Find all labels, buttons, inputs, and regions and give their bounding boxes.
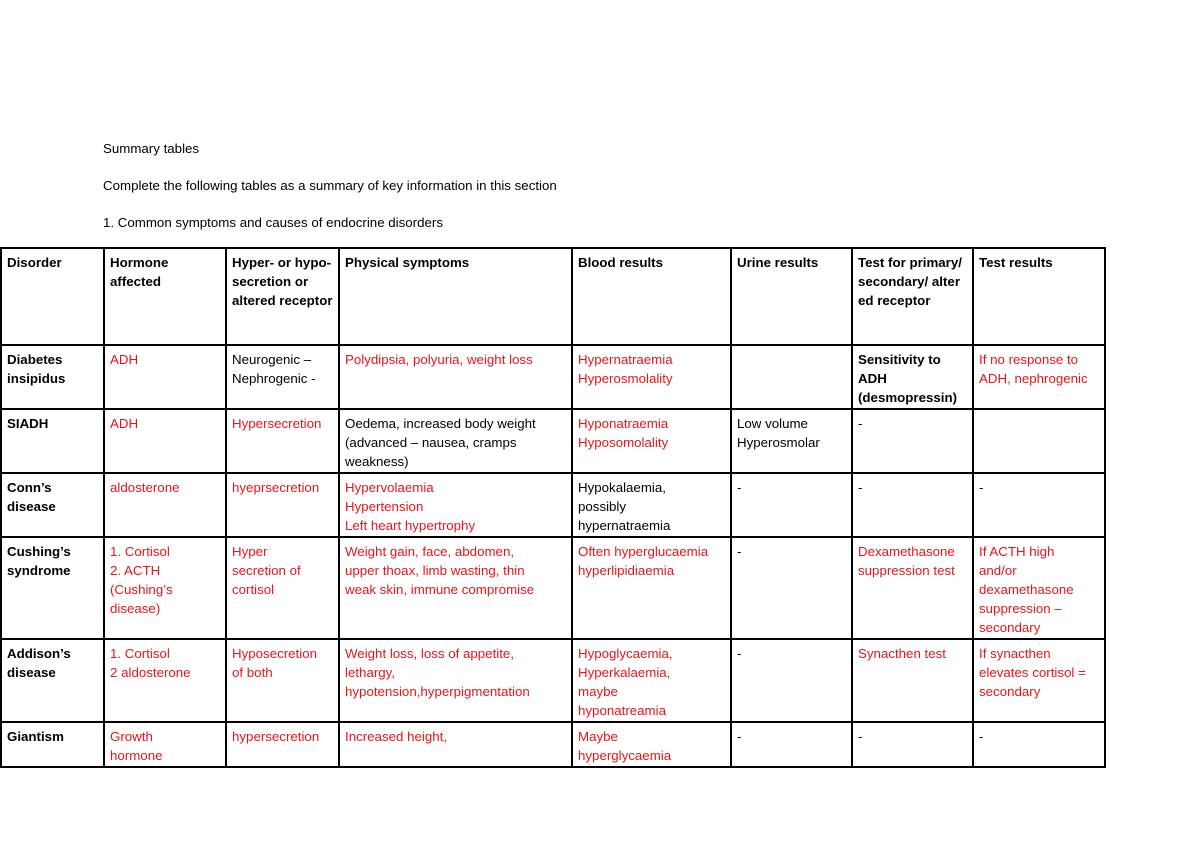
cell-symptoms — [339, 473, 572, 537]
cell-hormone — [104, 722, 226, 767]
cell-blood-line: hyponatreamia — [578, 703, 666, 718]
cell-secretion-line: hypersecretion — [232, 729, 320, 744]
cell-urine-line: - — [737, 480, 742, 495]
cell-test-line: Synacthen test — [858, 646, 946, 661]
cell-secretion-line: Neurogenic – — [232, 352, 312, 367]
cell-secretion-line: Nephrogenic - — [232, 371, 316, 386]
cell-blood-line: hyperglycaemia — [578, 748, 672, 763]
cell-test — [852, 473, 973, 537]
cell-blood-line: Hypoglycaemia, — [578, 646, 673, 661]
cell-hormone — [104, 639, 226, 722]
cell-result-line: dexamethasone — [979, 582, 1074, 597]
cell-blood-line: Hyponatraemia — [578, 416, 669, 431]
cell-blood-line: hypernatraemia — [578, 518, 671, 533]
cell-blood — [572, 639, 731, 722]
cell-test — [852, 345, 973, 409]
cell-symptoms-line: lethargy, — [345, 665, 396, 680]
cell-hormone — [104, 345, 226, 409]
cell-hormone-line: 1. Cortisol — [110, 646, 170, 661]
cell-blood — [572, 722, 731, 767]
cell-blood-line: Hyposomolality — [578, 435, 669, 450]
cell-symptoms — [339, 409, 572, 473]
disorder-name: Addison’s disease — [7, 646, 71, 680]
cell-result — [973, 345, 1105, 409]
cell-hormone-line: 2. ACTH — [110, 563, 161, 578]
cell-blood-line: maybe — [578, 684, 618, 699]
cell-result — [973, 639, 1105, 722]
cell-result — [973, 722, 1105, 767]
cell-urine-line: - — [737, 729, 742, 744]
cell-hormone-line: (Cushing’s — [110, 582, 173, 597]
header-blood: Blood results — [572, 248, 731, 345]
cell-symptoms-line: weak skin, immune compromise — [345, 582, 535, 597]
table-row — [1, 345, 1105, 409]
cell-symptoms-line: Polydipsia, polyuria, weight loss — [345, 352, 533, 367]
table-row — [1, 537, 1105, 639]
cell-symptoms-line: Weight gain, face, abdomen, — [345, 544, 515, 559]
cell-result-line: If ACTH high — [979, 544, 1055, 559]
cell-hormone — [104, 537, 226, 639]
cell-result-line: - — [979, 729, 984, 744]
disorder-name: Giantism — [7, 729, 64, 744]
cell-secretion-line: of both — [232, 665, 273, 680]
cell-symptoms — [339, 722, 572, 767]
disorder-name: Cushing’s syndrome — [7, 544, 71, 578]
cell-result-line: - — [979, 480, 984, 495]
disorder-name: SIADH — [7, 416, 49, 431]
cell-symptoms-line: Weight loss, loss of appetite, — [345, 646, 515, 661]
cell-blood-line: Often hyperglucaemia — [578, 544, 709, 559]
cell-test-line: - — [858, 416, 863, 431]
table-row — [1, 409, 1105, 473]
cell-secretion-line: Hyper — [232, 544, 268, 559]
cell-symptoms — [339, 345, 572, 409]
cell-disorder — [1, 639, 104, 722]
cell-result-line: secondary — [979, 620, 1041, 635]
cell-symptoms-line: Hypertension — [345, 499, 424, 514]
cell-urine — [731, 345, 852, 409]
cell-disorder — [1, 537, 104, 639]
cell-disorder — [1, 409, 104, 473]
instruction-text: Complete the following tables as a summary of key information in this section — [103, 178, 557, 193]
cell-urine-line: - — [737, 544, 742, 559]
cell-result — [973, 473, 1105, 537]
cell-test — [852, 722, 973, 767]
cell-test-line: - — [858, 480, 863, 495]
header-result: Test results — [973, 248, 1105, 345]
header-hormone: Hormone affected — [104, 248, 226, 345]
cell-symptoms-line: Increased height, — [345, 729, 448, 744]
cell-urine — [731, 722, 852, 767]
cell-symptoms — [339, 537, 572, 639]
cell-secretion-line: hyeprsecretion — [232, 480, 320, 495]
cell-blood — [572, 473, 731, 537]
cell-blood-line: Hyperkalaemia, — [578, 665, 671, 680]
cell-test — [852, 537, 973, 639]
cell-urine-line: Hyperosmolar — [737, 435, 820, 450]
cell-result-line: elevates cortisol = — [979, 665, 1086, 680]
cell-urine — [731, 537, 852, 639]
cell-symptoms-line: hypotension,hyperpigmentation — [345, 684, 530, 699]
cell-disorder — [1, 722, 104, 767]
header-secretion: Hyper- or hypo-secretion or altered receptor — [226, 248, 339, 345]
cell-secretion-line: secretion of — [232, 563, 301, 578]
cell-secretion — [226, 345, 339, 409]
table-header-row — [1, 248, 1105, 345]
cell-result-line: If synacthen — [979, 646, 1051, 661]
cell-hormone-line: 1. Cortisol — [110, 544, 170, 559]
cell-result-line: secondary — [979, 684, 1041, 699]
header-urine: Urine results — [731, 248, 852, 345]
cell-secretion — [226, 639, 339, 722]
cell-blood-line: Hypokalaemia, — [578, 480, 666, 495]
cell-blood-line: hyperlipidiaemia — [578, 563, 675, 578]
cell-test-line: - — [858, 729, 863, 744]
cell-hormone — [104, 473, 226, 537]
cell-secretion-line: Hyposecretion — [232, 646, 317, 661]
cell-secretion — [226, 409, 339, 473]
cell-symptoms-line: upper thoax, limb wasting, thin — [345, 563, 525, 578]
cell-urine — [731, 473, 852, 537]
cell-result-line: suppression – — [979, 601, 1062, 616]
header-disorder: Disorder — [1, 248, 104, 345]
cell-urine — [731, 409, 852, 473]
cell-blood-line: Hyperosmolality — [578, 371, 673, 386]
table-row — [1, 473, 1105, 537]
cell-urine-line: - — [737, 646, 742, 661]
cell-urine — [731, 639, 852, 722]
cell-disorder — [1, 345, 104, 409]
cell-secretion — [226, 473, 339, 537]
cell-test — [852, 409, 973, 473]
cell-test-line: Dexamethasone — [858, 544, 955, 559]
disorder-name: Conn’s disease — [7, 480, 56, 514]
cell-result-line: ADH, nephrogenic — [979, 371, 1088, 386]
cell-result-line: and/or — [979, 563, 1017, 578]
cell-hormone-line: 2 aldosterone — [110, 665, 191, 680]
header-test: Test for primary/secondary/ altered receptor — [852, 248, 973, 345]
cell-secretion-line: Hypersecretion — [232, 416, 322, 431]
cell-hormone — [104, 409, 226, 473]
cell-secretion — [226, 722, 339, 767]
cell-test-line: Sensitivity to — [858, 352, 941, 367]
cell-blood — [572, 537, 731, 639]
cell-result — [973, 537, 1105, 639]
cell-hormone-line: Growth — [110, 729, 153, 744]
cell-symptoms-line: Left heart hypertrophy — [345, 518, 476, 533]
cell-test-line: ADH — [858, 371, 887, 386]
cell-blood — [572, 345, 731, 409]
cell-hormone-line: aldosterone — [110, 480, 180, 495]
table-row — [1, 639, 1105, 722]
cell-symptoms-line: Oedema, increased body weight — [345, 416, 536, 431]
disorder-name: Diabetes insipidus — [7, 352, 66, 386]
page-title: Summary tables — [103, 141, 200, 156]
section-heading: 1. Common symptoms and causes of endocrine disorders — [103, 215, 443, 230]
cell-hormone-line: hormone — [110, 748, 163, 763]
cell-test-line: suppression test — [858, 563, 955, 578]
cell-blood-line: possibly — [578, 499, 627, 514]
cell-secretion — [226, 537, 339, 639]
cell-symptoms-line: Hypervolaemia — [345, 480, 434, 495]
cell-test-line: (desmopressin) — [858, 390, 958, 405]
cell-hormone-line: disease) — [110, 601, 161, 616]
table-row — [1, 722, 1105, 767]
summary-table — [0, 247, 1106, 768]
cell-hormone-line: ADH — [110, 416, 139, 431]
cell-symptoms — [339, 639, 572, 722]
cell-blood-line: Hypernatraemia — [578, 352, 673, 367]
cell-result-line: If no response to — [979, 352, 1079, 367]
cell-blood-line: Maybe — [578, 729, 618, 744]
cell-disorder — [1, 473, 104, 537]
cell-urine-line: Low volume — [737, 416, 808, 431]
cell-result — [973, 409, 1105, 473]
cell-secretion-line: cortisol — [232, 582, 275, 597]
cell-symptoms-line: (advanced – nausea, cramps — [345, 435, 517, 450]
cell-blood — [572, 409, 731, 473]
cell-hormone-line: ADH — [110, 352, 139, 367]
header-symptoms: Physical symptoms — [339, 248, 572, 345]
cell-symptoms-line: weakness) — [345, 454, 409, 469]
cell-test — [852, 639, 973, 722]
